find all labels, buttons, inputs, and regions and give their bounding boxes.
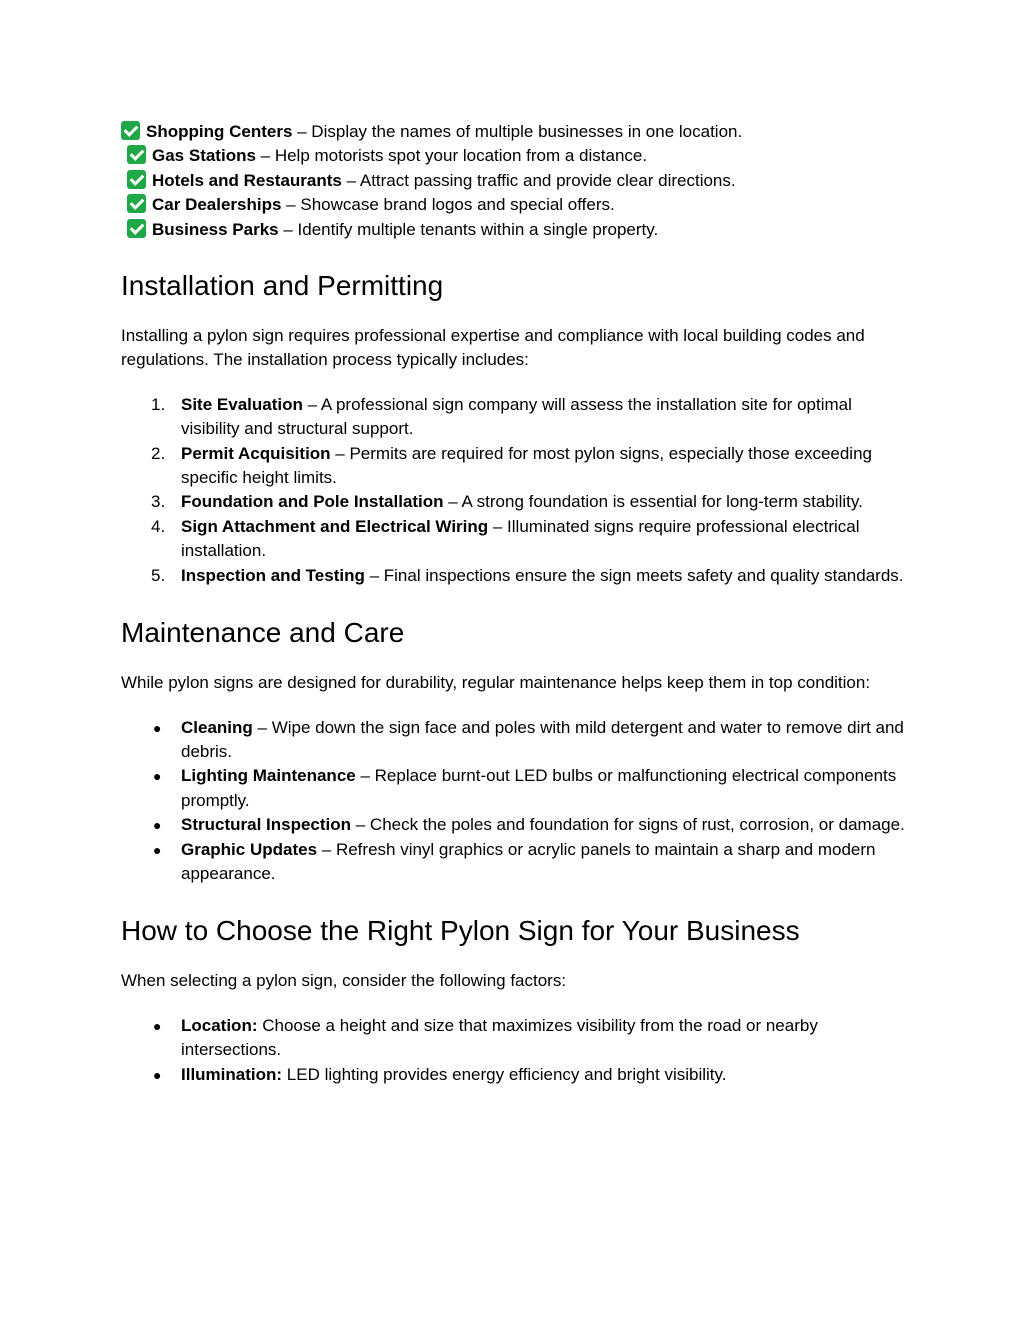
list-item-title: Sign Attachment and Electrical Wiring xyxy=(181,516,489,536)
checkmark-icon xyxy=(127,194,146,213)
list-item xyxy=(121,515,911,564)
list-item xyxy=(121,813,911,837)
checkmark-icon xyxy=(127,170,146,189)
checklist-item-title: Gas Stations xyxy=(152,146,256,166)
checklist-item xyxy=(121,144,911,168)
list-item-title: Structural Inspection xyxy=(181,815,352,835)
list-item-text: – Check the poles and foundation for signs of rust, corrosion, or damage. xyxy=(351,815,905,835)
bullet-icon: ● xyxy=(153,1066,162,1083)
document-page xyxy=(121,118,911,1087)
list-item xyxy=(121,1063,911,1087)
list-item-text: – Illuminated signs require professional electrical installation. xyxy=(181,516,860,561)
list-item-text: – Wipe down the sign face and poles with mild detergent and water to remove dirt and debris. xyxy=(181,717,904,761)
list-item-title: Inspection and Testing xyxy=(181,565,365,585)
section-heading-maintenance: Maintenance and Care xyxy=(121,617,405,649)
list-item xyxy=(121,764,911,813)
checklist-item-title: Business Parks xyxy=(152,219,279,239)
installation-steps xyxy=(121,393,911,588)
choose-list xyxy=(121,1014,911,1087)
bullet-icon: ● xyxy=(153,768,162,785)
list-item xyxy=(121,1014,911,1063)
checklist-item xyxy=(121,218,911,242)
checkmark-icon xyxy=(127,219,146,238)
list-number: 2. xyxy=(151,443,166,463)
list-item-text: – A professional sign company will assess the installation site for optimal visibility and structural support. xyxy=(181,394,852,439)
list-item xyxy=(121,716,911,765)
checklist xyxy=(121,120,911,242)
list-item xyxy=(121,393,911,442)
checklist-item-text: – Showcase brand logos and special offers. xyxy=(281,195,615,215)
section-heading-choose: How to Choose the Right Pylon Sign for Your Business xyxy=(121,915,800,947)
checklist-item-title: Car Dealerships xyxy=(152,195,282,215)
list-item xyxy=(121,564,911,588)
checkmark-icon xyxy=(121,121,140,140)
choose-intro: When selecting a pylon sign, consider the following factors: xyxy=(121,971,567,991)
list-item-title: Illumination: xyxy=(181,1064,283,1084)
checklist-item-title: Shopping Centers xyxy=(146,122,293,141)
list-item-text: – Replace burnt-out LED bulbs or malfunctioning electrical components promptly. xyxy=(181,766,897,810)
section-heading-installation: Installation and Permitting xyxy=(121,270,444,302)
list-item-text: – Final inspections ensure the sign meets safety and quality standards. xyxy=(364,565,904,585)
bullet-icon: ● xyxy=(153,719,162,736)
list-item-title: Permit Acquisition xyxy=(181,443,331,463)
list-number: 3. xyxy=(151,492,166,512)
bullet-icon: ● xyxy=(153,841,162,858)
installation-intro: Installing a pylon sign requires professional expertise and compliance with local building codes and regulations. The installation process typically includes: xyxy=(121,326,865,370)
list-item-text: – A strong foundation is essential for long-term stability. xyxy=(443,492,863,512)
list-item xyxy=(121,442,911,491)
list-item-text: – Refresh vinyl graphics or acrylic panels to maintain a sharp and modern appearance. xyxy=(181,839,876,883)
checklist-item-text: – Help motorists spot your location from a distance. xyxy=(255,146,648,166)
list-item-text: LED lighting provides energy efficiency and bright visibility. xyxy=(282,1064,727,1084)
maintenance-intro: While pylon signs are designed for durability, regular maintenance helps keep them in top condition: xyxy=(121,673,871,693)
list-item-text: Choose a height and size that maximizes visibility from the road or nearby intersections. xyxy=(181,1015,818,1060)
checkmark-icon xyxy=(127,145,146,164)
checklist-item xyxy=(121,193,911,217)
list-number: 5. xyxy=(151,565,166,585)
bullet-icon: ● xyxy=(153,1017,162,1034)
list-number: 1. xyxy=(151,394,166,414)
checklist-item-text: – Display the names of multiple businesses in one location. xyxy=(292,122,743,141)
list-item-title: Lighting Maintenance xyxy=(181,766,356,786)
bullet-icon: ● xyxy=(153,817,162,834)
list-item-title: Cleaning xyxy=(181,717,253,737)
list-item xyxy=(121,490,911,514)
list-item-title: Graphic Updates xyxy=(181,839,318,859)
checklist-item xyxy=(121,169,911,193)
checklist-item-text: – Attract passing traffic and provide clear directions. xyxy=(341,170,736,190)
list-item-title: Location: xyxy=(181,1015,258,1035)
list-item-text: – Permits are required for most pylon signs, especially those exceeding specific height limits. xyxy=(181,443,872,488)
list-item-title: Foundation and Pole Installation xyxy=(181,492,444,512)
list-number: 4. xyxy=(151,516,166,536)
list-item-title: Site Evaluation xyxy=(181,394,303,414)
checklist-item-title: Hotels and Restaurants xyxy=(152,170,342,190)
maintenance-list xyxy=(121,716,911,887)
checklist-item-text: – Identify multiple tenants within a single property. xyxy=(278,219,659,239)
list-item xyxy=(121,838,911,887)
checklist-item xyxy=(121,120,911,144)
